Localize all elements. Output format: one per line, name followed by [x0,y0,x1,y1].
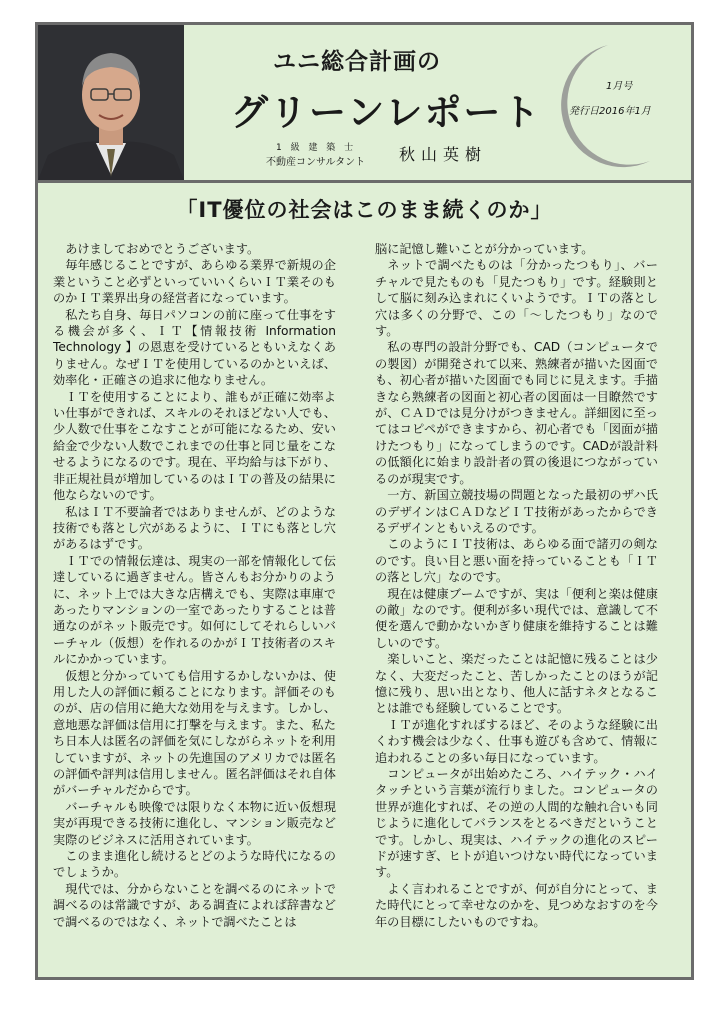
article-paragraph: ＩＴが進化すればするほど、そのような経験に出くわす機会は少なく、仕事も遊びも含めて、情報に追われることの多い毎日になっています。 [375,717,658,765]
article-paragraph: ＩＴでの情報伝達は、現実の一部を情報化して伝達しているに過ぎません。皆さんもお分かりのように、ネット上では大きな店構えでも、実際は車庫であったりマンションの一室であったりすることは普通なのがネット販売です。如何にしてそれらしいバーチャル（仮想）を作れるのかがＩＴ技術者のスキルにかかっています。 [53,553,336,667]
article-paragraph: 仮想と分かっていても信用するかしないかは、使用した人の評価に頼ることになります。評価そのものが、店の信用に絶大な効用を与えます。しかし、意地悪な評価は信用に打撃を与えます。また、私たち日本人は匿名の評価を気にしながらネットを利用していますが、ネットの先進国のアメリカでは匿名の評価や評判は信用しません。匿名評価はそれ自体がバーチャルだからです。 [53,668,336,798]
article-paragraph: 私はＩＴ不要論者ではありませんが、どのような技術でも落とし穴があるように、ＩＴにも落とし穴があるはずです。 [53,504,336,552]
article-paragraph: バーチャルも映像では限りなく本物に近い仮想現実が再現できる技術に進化し、マンション販売など実際のビジネスに活用されています。 [53,799,336,847]
article-paragraph: 現代では、分からないことを調べるのにネットで調べるのは常識ですが、ある調査によれば辞書などで調べるのではなく、ネットで調べたことは [53,881,336,929]
author-photo [38,25,184,180]
credential-architect: 1 級 建 築 士 [276,143,357,153]
article-paragraph: 一方、新国立競技場の問題となった最初のザハ氏のデザインはＣＡＤなどＩＴ技術があったからできるデザインともいえるのです。 [375,488,658,535]
article-paragraph: このまま進化し続けるとどのような時代になるのでしょうか。 [53,849,336,880]
newsletter-header [38,25,691,183]
author-name: 秋山英樹 [399,145,488,164]
article-paragraph: 毎年感じることですが、あらゆる業界で新規の企業ということ必ずといっていいくらいＩＴ業そのものかＩＴ業界出身の経営者になっています。 [53,258,336,306]
article-paragraph: ＩＴを使用することにより、誰もが正確に効率よい仕事ができれば、スキルのそれほどない人でも、少人数で仕事をこなすことが可能になるため、安い給金で少ない人数でこれまでの仕事と同じ量をこなせるようになるのです。現在、平均給与は下がり、非正規社員が増加しているのはＩＴの普及の結果に他ならないのです。 [53,389,336,503]
newsletter-frame [35,22,694,980]
article-column-right [375,241,658,930]
issue-date: 発行日2016年1月 [569,106,651,117]
newsletter-name-line1: ユニ総合計画の [273,49,441,75]
article-paragraph: ネットで調べたものは「分かったつもり」、バーチャルで見たものも「見たつもり」です。経験則として脳に刻み込まれにくいようです。ＩＴの落とし穴は多くの分野で、この「～したつもり」なのです。 [375,258,658,339]
article-paragraph: あけましておめでとうございます。 [65,242,260,256]
credential-consultant: 不動産コンサルタント [266,157,366,168]
issue-label: 1月号 [606,81,633,92]
article-title: 「IT優位の社会はこのまま続くのか」 [176,198,553,222]
article-paragraph: 私の専門の設計分野でも、CAD（コンピュータでの製図）が開発されて以来、熟練者が描いた図面でも、初心者が描いた図面でも同じに見えます。手描きなら熟練者の図面と初心者の図面は一目瞭然ですが、ＣＡＤでは見分けがつきません。詳細図に至ってはコピペができますから、初心者でも「図面が描けたつもり」になってしまうのです。CADが設計料の低額化に始まり設計者の質の後退につながっているのが現実です。 [375,340,658,486]
article-paragraph: 楽しいこと、楽だったことは記憶に残ることは少なく、大変だったこと、苦しかったことのほうが記憶に残り、思い出となり、他人に話すネタとなることは誰でも経験していることです。 [375,652,658,716]
article-paragraph: よく言われることですが、何が自分にとって、また時代にとって幸せなのかを、見つめなおすのを今年の目標にしたいものですね。 [375,881,658,929]
article-paragraph: コンピュータが出始めたころ、ハイテック・ハイタッチという言葉が流行りました。コンピュータの世界が進化すれば、その逆の人間的な触れ合いも同じように進化してバランスをとるべきだということです。しかし、現実は、ハイテックの進化のスピードが速すぎ、ヒトが追いつけない時代になっています。 [375,767,658,880]
article-column-left [53,241,336,930]
article-paragraph: 現在は健康ブームですが、実は「便利と楽は健康の敵」なのです。便利が多い現代では、意識して不便を選んで動かないかぎり健康を維持することは難しいのです。 [375,586,658,650]
article-paragraph: このようにＩＴ技術は、あらゆる面で諸刃の剣なのです。良い目と悪い面を持っていることも「ＩＴの落とし穴」なのです。 [375,537,658,585]
newsletter-name-line2: グリーンレポート [231,91,542,134]
article-paragraph: 脳に記憶し難いことが分かっています。 [375,242,594,256]
article-paragraph: 私たち自身、毎日パソコンの前に座って仕事をする機会が多く、ＩＴ【情報技術 Information Technology 】の恩恵を受けているともいえなくありません。なぜＩＴを使用しているのかといえば、効率化・正確さの追求に他なりません。 [53,307,336,388]
